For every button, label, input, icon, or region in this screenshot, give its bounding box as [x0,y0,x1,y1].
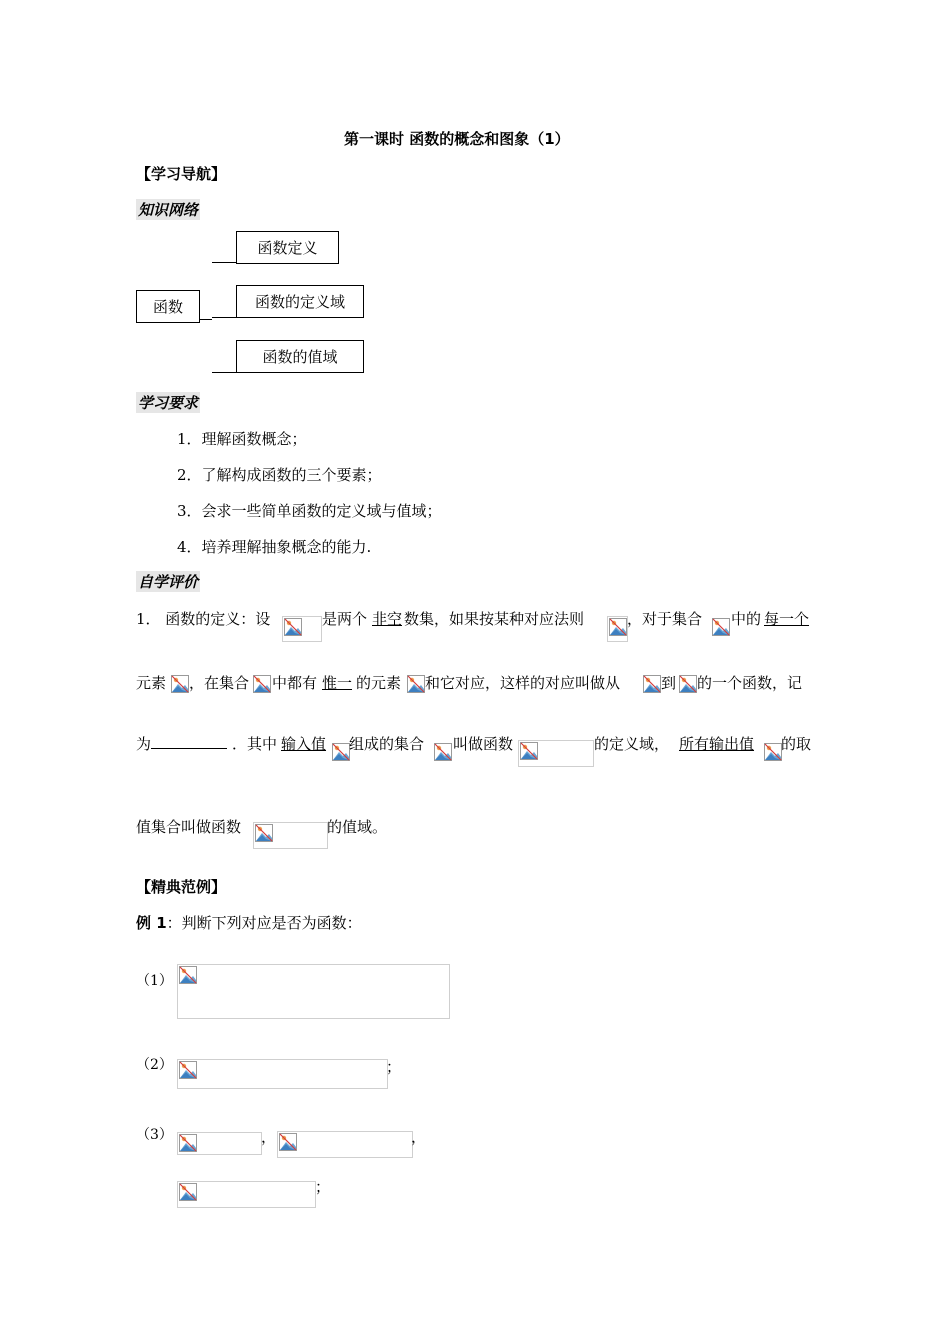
node-root [136,290,200,323]
formula-image [253,822,328,849]
def-text: 元素 [136,674,167,692]
formula-image [282,616,322,642]
connector-line [212,262,236,263]
def-text: 和它对应，这样的对应叫做从 [425,674,621,692]
fill-blank [151,734,227,749]
formula-image [251,673,273,695]
formula-image [177,1059,388,1089]
def-text: 是两个 [322,610,368,628]
node-label: 函数的值域 [262,348,338,366]
def-text: 组成的集合 [349,735,425,753]
def-text-part: 为 [136,735,152,753]
requirements-heading: 学习要求 [138,394,199,412]
formula-image [607,616,628,642]
requirement-item: 3．会求一些简单函数的定义域与值域； [177,502,442,520]
example-item-label: （2） [136,1057,173,1073]
node-branch-definition [236,231,339,264]
node-label: 函数定义 [257,239,318,257]
def-text: 1． 函数的定义：设 [136,610,271,628]
connector-line [200,319,212,320]
section-guide-heading: 【学习导航】 [136,165,227,183]
requirement-item: 2．了解构成函数的三个要素； [177,466,382,484]
def-text: 叫做函数 [453,735,514,753]
node-label: 函数的定义域 [254,293,345,311]
self-eval-heading: 自学评价 [138,573,199,591]
formula-image [405,673,427,695]
formula-image [641,673,663,695]
def-keyword: 惟一 [322,674,353,692]
example-item-label: （3） [136,1127,173,1143]
def-text: 的取 [781,735,812,753]
def-text: 的元素 [356,674,402,692]
formula-image [177,1181,316,1208]
node-branch-range [236,340,364,373]
node-branch-domain [236,285,364,318]
def-keyword: 每一个 [764,610,810,628]
formula-image [277,1131,413,1158]
page-title: 第一课时 函数的概念和图象（1） [344,130,570,148]
connector-line [212,317,236,318]
def-text: 中的 [731,610,762,628]
formula-image [518,740,594,767]
example-item-label: （1） [136,973,173,989]
def-text: 中都有 [272,674,318,692]
def-text: 值集合叫做函数 [136,818,242,836]
def-text: ，对于集合 [627,610,703,628]
node-root-label: 函数 [152,298,183,316]
def-text: 的一个函数，记 [697,674,803,692]
def-keyword: 输入值 [281,735,327,753]
requirement-item: 1．理解函数概念； [177,430,307,448]
punctuation: ， [261,1128,277,1146]
def-text: 的定义域， [594,735,670,753]
punctuation: ， [411,1128,427,1146]
example-label: 例 1 [136,914,167,932]
connector-line [212,372,236,373]
example-1-prompt [136,912,362,933]
example-text: ：判断下列对应是否为函数： [166,914,362,932]
knowledge-network-heading: 知识网络 [138,201,199,219]
def-text: 的值域。 [327,818,388,836]
def-keyword: 所有输出值 [679,735,755,753]
requirement-item: 4．培养理解抽象概念的能力. [177,538,372,556]
def-text: ．其中 [232,735,278,753]
def-text: 到 [661,674,677,692]
def-text: 数集，如果按某种对应法则 [404,610,585,628]
formula-image [432,741,454,765]
formula-image [762,741,782,765]
formula-image [177,964,450,1019]
formula-image [677,673,699,695]
def-text: ，在集合 [189,674,250,692]
formula-image [177,1132,262,1155]
def-keyword: 非空 [372,610,403,628]
punctuation: ； [315,1178,331,1196]
formula-image [330,741,350,765]
punctuation: ； [386,1058,402,1076]
formula-image [169,673,191,695]
formula-image [710,616,732,642]
examples-heading: 【精典范例】 [136,878,227,896]
def-text [136,733,227,754]
